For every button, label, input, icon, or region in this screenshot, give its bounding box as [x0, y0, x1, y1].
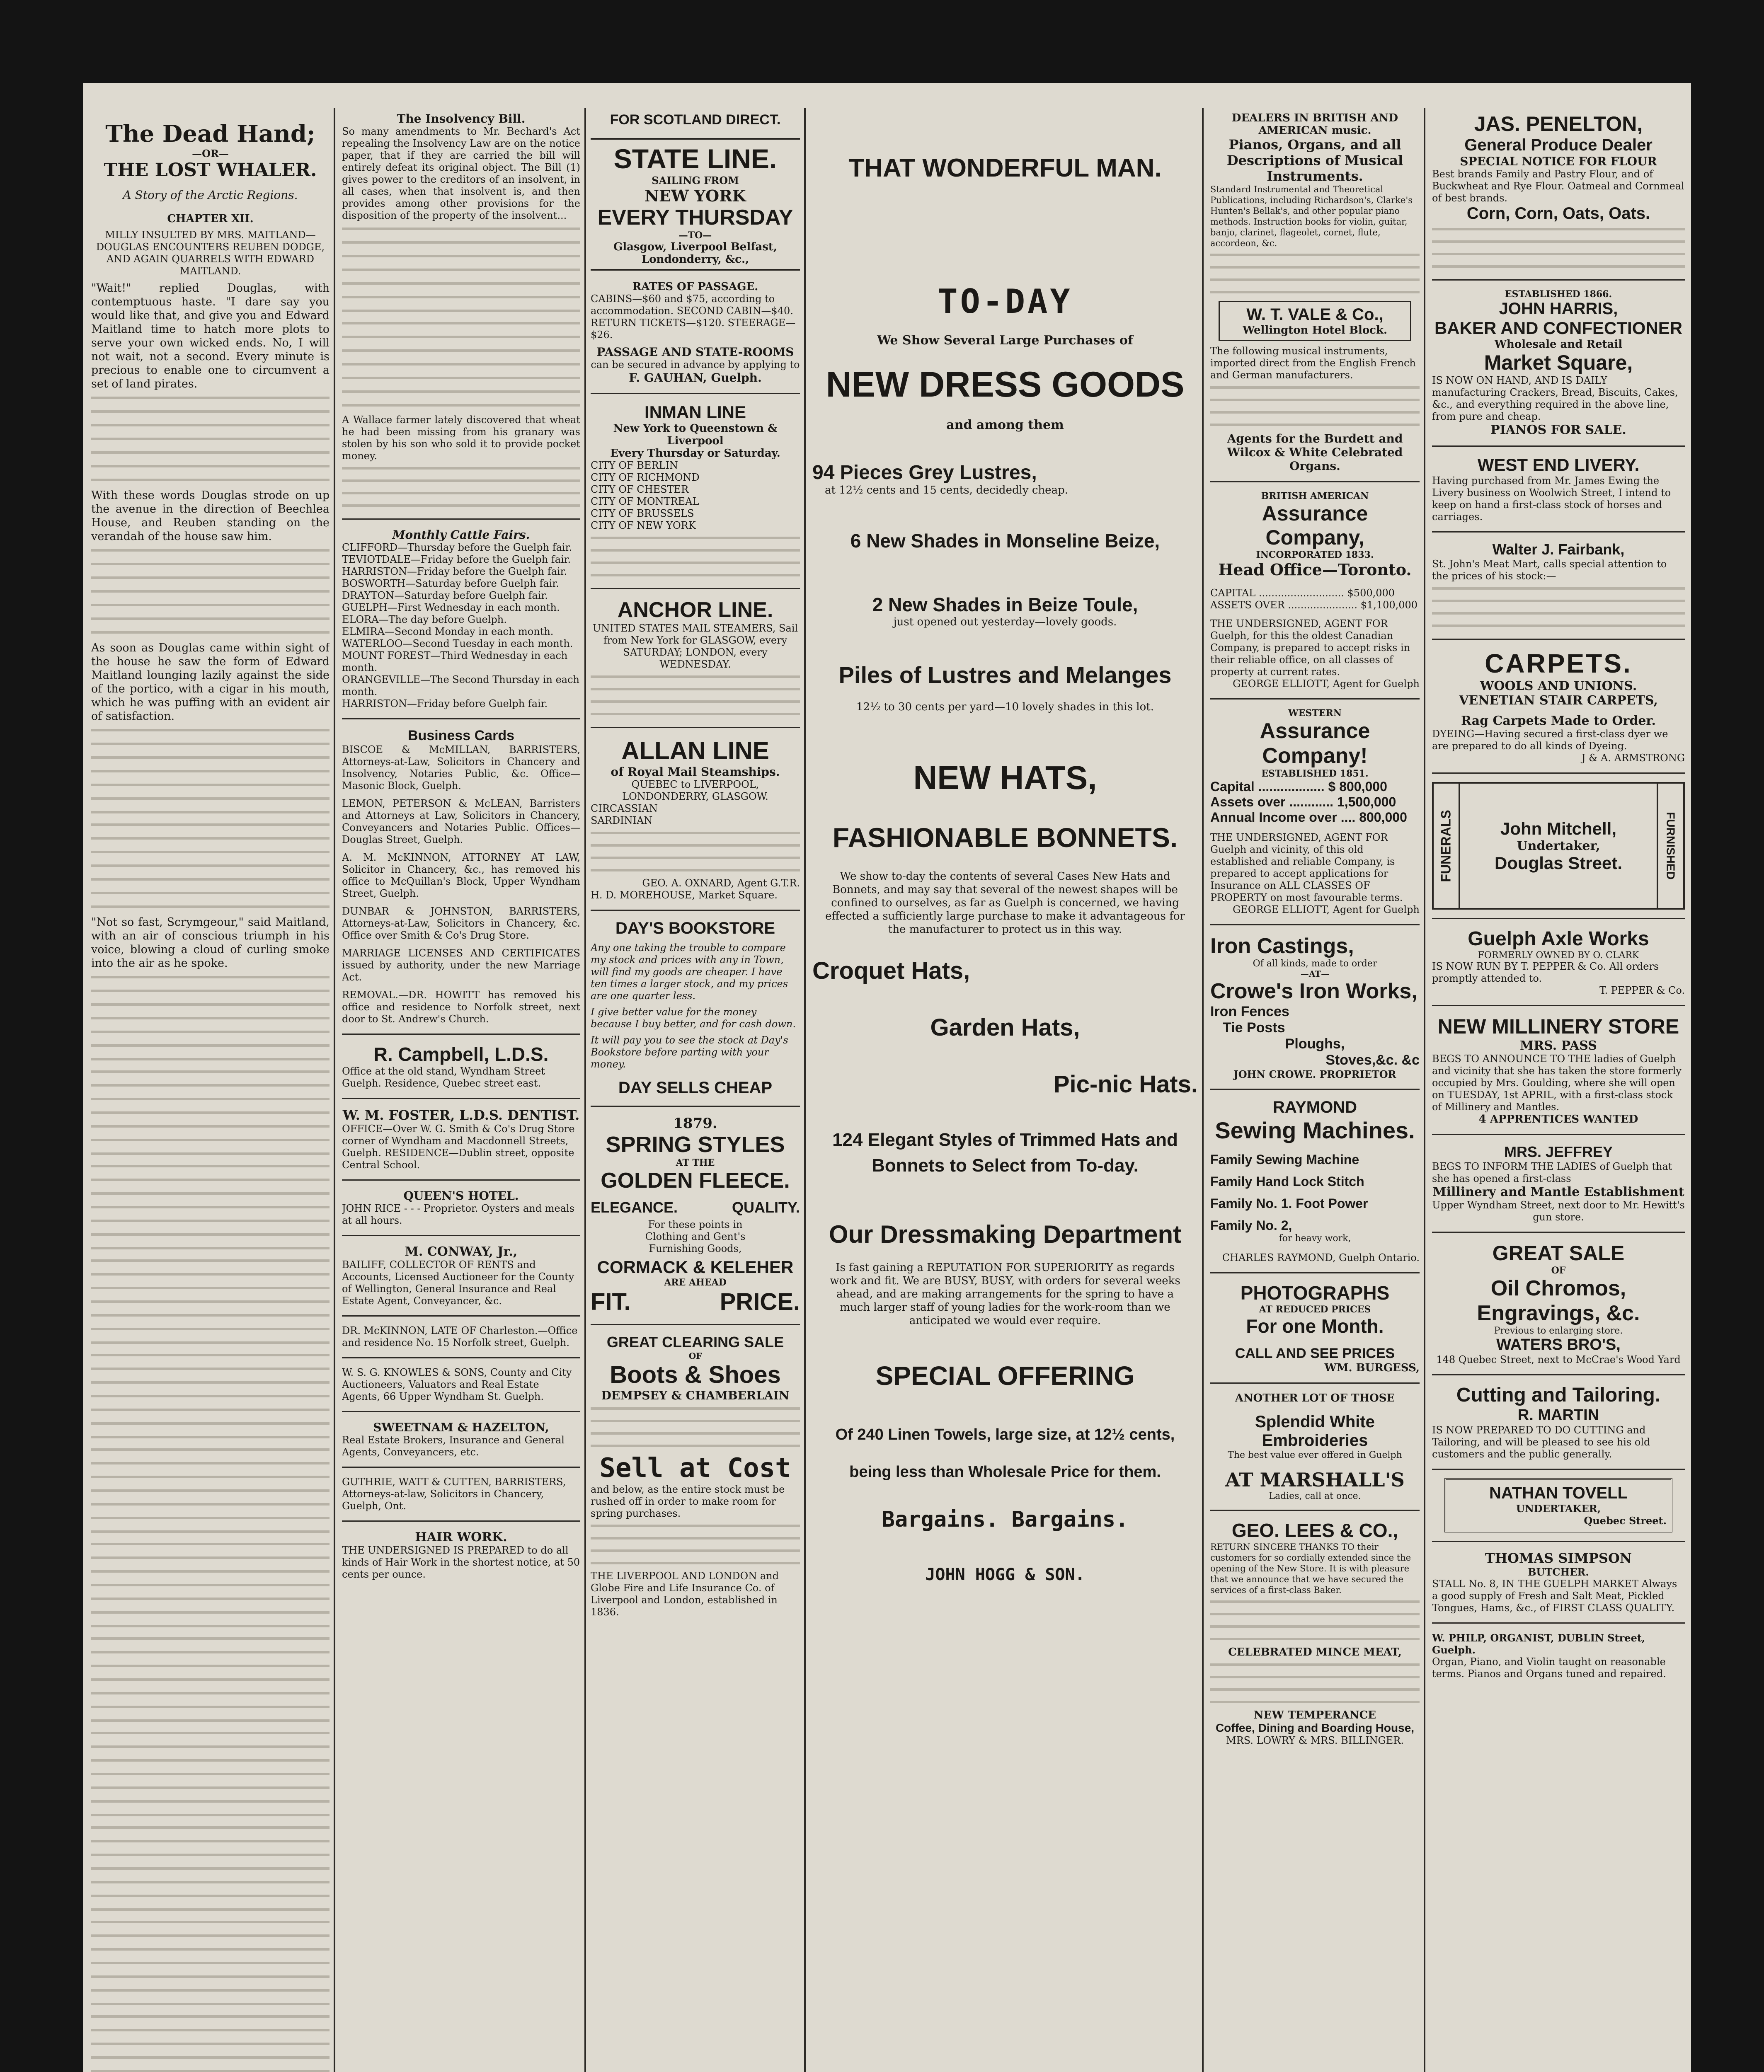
of-label-6: OF: [1551, 1265, 1566, 1276]
hats-text: We show to-day the contents of several Cases New Hats and Bonnets, and may say that several of the newest shapes will be confined to ourselves, as far as Guelph is concerned, we having effected a sufficiently large purchase to make it advantageous for the manufacturer to protect us in this way.: [825, 870, 1185, 936]
bargains-text: Bargains. Bargains.: [882, 1507, 1129, 1532]
lees-heading: GEO. LEES & CO.,: [1231, 1520, 1398, 1541]
text-block: [91, 1162, 330, 1254]
chapter-heading: CHAPTER XII.: [167, 213, 254, 225]
temperance-label: NEW TEMPERANCE: [1253, 1709, 1376, 1721]
quebec-label: Quebec Street.: [1584, 1515, 1667, 1527]
new-hats-heading: NEW HATS,: [913, 759, 1097, 796]
hair-heading: HAIR WORK.: [415, 1530, 507, 1544]
among-text: and among them: [946, 418, 1064, 432]
story-title-2: THE LOST WHALER.: [104, 160, 317, 181]
crowe-heading: Crowe's Iron Works,: [1210, 979, 1418, 1003]
towels-text: Of 240 Linen Towels, large size, at 12½ cents, being less than Wholesale Price for them.: [835, 1426, 1175, 1481]
harris-est: ESTABLISHED 1866.: [1505, 289, 1612, 300]
piles-note: 12½ to 30 cents per yard—10 lovely shades in this lot.: [856, 701, 1154, 713]
story-paragraph: "Not so fast, Scrymgeour," said Maitland, with an air of conscious triumph in his voice, blowing a cloud of curling smoke into the air as he spoke.: [91, 916, 330, 970]
sweetnam-text: Real Estate Brokers, Insurance and General Agents, Conveyancers, etc.: [342, 1434, 565, 1458]
queens-heading: QUEEN'S HOTEL.: [403, 1189, 519, 1203]
elliott-label-2: GEORGE ELLIOTT, Agent for Guelph: [1233, 904, 1420, 915]
anchor-heading: ANCHOR LINE.: [617, 598, 773, 622]
bonnets-heading: FASHIONABLE BONNETS.: [832, 822, 1178, 853]
allan-text: QUEBEC to LIVERPOOL, LONDONDERRY, GLASGOW.: [622, 779, 768, 802]
text-block: [91, 1351, 330, 1443]
column-steamships: [591, 112, 800, 2072]
column-rule: [804, 108, 806, 2072]
wonderful-heading: THAT WONDERFUL MAN.: [848, 154, 1162, 182]
photographs-heading: PHOTOGRAPHS: [1240, 1282, 1390, 1304]
charles-label: CHARLES RAYMOND, Guelph Ontario.: [1222, 1252, 1420, 1264]
column-ads-6: [1432, 112, 1685, 2072]
philp-heading: W. PHILP, ORGANIST, DUBLIN Street, Guelph.: [1432, 1632, 1645, 1656]
clearing-heading: GREAT CLEARING SALE: [606, 1334, 784, 1351]
inman-sub: New York to Queenstown & Liverpool: [613, 422, 778, 447]
beize-note: just opened out yesterday—lovely goods.: [893, 616, 1117, 628]
fair-item: WATERLOO—Second Tuesday in each month.: [342, 638, 573, 649]
foster-text: OFFICE—Over W. G. Smith & Co's Drug Store corner of Wyndham and Macdonnell Streets, Guelph. RESIDENCE—Dublin street, opposite Central School.: [342, 1123, 575, 1171]
spring-styles: SPRING STYLES: [606, 1132, 785, 1157]
text-block: [91, 1729, 330, 1820]
text-block: [591, 1522, 800, 1568]
posts-label: Tie Posts: [1223, 1020, 1285, 1036]
fair-item: GUELPH—First Wednesday in each month.: [342, 602, 560, 613]
assurance-heading: Assurance Company,: [1262, 502, 1368, 549]
business-card: DUNBAR & JOHNSTON, BARRISTERS, Attorneys-at-Law, Solicitors in Chancery, &c. Office over Smith & Co's Drug Store.: [342, 905, 580, 941]
west-text: Having purchased from Mr. James Ewing the Livery business on Woolwich Street, I intend to keep on hand a first-class stock of horses and carriages.: [1432, 475, 1671, 523]
text-block: [91, 726, 330, 818]
ship-item: CITY OF BRUSSELS: [591, 508, 694, 519]
pianos-text: Standard Instrumental and Theoretical Publications, including Richardson's, Clarke's Hunten's Bellak's, and other popular piano methods. Instruction books for violin, guitar, banjo, clarinet, flageolet, cornet, flute, accordeon, &c.: [1210, 184, 1413, 248]
business-card: A. M. McKINNON, ATTORNEY AT LAW, Solicitor in Chancery, &c., has removed his office to McQuillan's Block, Upper Wyndham Street, Guelph.: [342, 852, 580, 899]
vale-sub: Wellington Hotel Block.: [1242, 324, 1388, 336]
one-month: For one Month.: [1246, 1315, 1384, 1337]
text-block: [591, 1405, 800, 1450]
column-rule: [584, 108, 586, 2072]
sweetnam-heading: SWEETNAM & HAZELTON,: [373, 1421, 549, 1434]
waters-loc: 148 Quebec Street, next to McCrae's Wood Yard: [1436, 1354, 1681, 1365]
conway-text: BAILIFF, COLLECTOR OF RENTS and Accounts, Licensed Auctioneer for the County of Wellington, General Insurance and Real Estate Agent, Conveyancer, &c.: [342, 1259, 574, 1307]
fair-item: ELMIRA—Second Monday in each month.: [342, 626, 554, 637]
days-text-3: It will pay you to see the stock at Day's Bookstore before parting with your money.: [591, 1034, 788, 1070]
of-label: OF: [688, 1351, 702, 1361]
column-rule: [1202, 108, 1204, 2072]
armstrong-label: J & A. ARMSTRONG: [1581, 752, 1685, 764]
philp-text: Organ, Piano, and Violin taught on reasonable terms. Pianos and Organs tuned and repaired.: [1432, 1656, 1666, 1680]
splendid-heading: Splendid White Embroideries: [1255, 1413, 1375, 1450]
inman-ships-list: [591, 460, 800, 532]
text-block: [91, 547, 330, 638]
flour-text: Best brands Family and Pastry Flour, and of Buckwheat and Rye Flour. Oatmeal and Cornmeal of best brands.: [1432, 168, 1684, 204]
ports-label: Glasgow, Liverpool Belfast, Londonderry, &c.,: [613, 241, 777, 266]
story-paragraph: With these words Douglas strode on up the avenue in the direction of Beechlea House, and Reuben standing on the verandah of the house saw him.: [91, 489, 330, 543]
fleece-text: For these points in Clothing and Gent's Furnishing Goods,: [645, 1219, 746, 1254]
west-end-heading: WEST END LIVERY.: [1477, 455, 1640, 474]
assurance-heading-2: Assurance Company!: [1260, 719, 1370, 768]
text-block: [342, 320, 580, 411]
dressmaking-heading: Our Dressmaking Department: [829, 1220, 1182, 1248]
baker-heading: BAKER AND CONFECTIONER: [1434, 318, 1683, 338]
vale-heading: W. T. VALE & Co.,: [1246, 305, 1384, 324]
penelton-heading: JAS. PENELTON,: [1474, 112, 1643, 136]
business-card: MARRIAGE LICENSES AND CERTIFICATES issued by authority, under the new Marriage Act.: [342, 947, 580, 983]
sardinian-label: SARDINIAN: [591, 815, 653, 826]
at-the: AT THE: [676, 1157, 715, 1168]
fair-item: ORANGEVILLE—The Second Thursday in each month.: [342, 674, 579, 697]
story-subtitle: A Story of the Arctic Regions.: [123, 188, 298, 202]
to-label: —TO—: [678, 230, 712, 241]
agents-text: Agents for the Burdett and Wilcox & White Celebrated Organs.: [1227, 432, 1403, 473]
call-label: CALL AND SEE PRICES: [1235, 1346, 1395, 1361]
text-block: [91, 394, 330, 485]
fairbank-text: St. John's Meat Mart, calls special attention to the prices of his stock:—: [1432, 558, 1667, 582]
dressmaking-text: Is fast gaining a REPUTATION FOR SUPERIORITY as regards work and fit. We are BUSY, BUSY, with orders for several weeks ahead, and are making arrangements for the spring to have a much larger staff of young ladies for the work-room than we anticipated we would ever require.: [830, 1261, 1180, 1327]
millinery-heading: NEW MILLINERY STORE: [1437, 1015, 1679, 1038]
market-text: IS NOW ON HAND, AND IS DAILY manufacturing Crackers, Bread, Biscuits, Cakes, &c., and everything required in the above line, from pure and cheap.: [1432, 375, 1678, 422]
pianos-heading: Pianos, Organs, and all Descriptions of Musical Instruments.: [1226, 137, 1403, 184]
text-block: [591, 673, 800, 719]
text-block: [91, 1446, 330, 1537]
text-block: [1210, 1598, 1420, 1644]
text-block: [1432, 585, 1685, 630]
text-block: [91, 1635, 330, 1726]
douglas-label: Douglas Street.: [1494, 853, 1623, 873]
fences-label: Iron Fences: [1210, 1004, 1289, 1019]
boots-shoes: Boots & Shoes: [610, 1361, 781, 1388]
best-value: The best value ever offered in Guelph: [1228, 1450, 1402, 1460]
price-label: PRICE.: [720, 1288, 800, 1315]
text-block: [591, 829, 800, 875]
business-cards-heading: Business Cards: [408, 728, 514, 743]
previous-label: Previous to enlarging store.: [1494, 1326, 1623, 1336]
rates-heading: RATES OF PASSAGE.: [632, 281, 758, 293]
harris-heading: JOHN HARRIS,: [1499, 300, 1618, 318]
reduced-label: AT REDUCED PRICES: [1259, 1304, 1371, 1315]
fair-item: HARRISTON—Friday before the Guelph fair.: [342, 566, 567, 577]
axle-text: IS NOW RUN BY T. PEPPER & Co. All orders promptly attended to.: [1432, 961, 1659, 984]
text-block: [1210, 251, 1420, 297]
cormack-label: CORMACK & KELEHER: [597, 1257, 794, 1277]
every-thursday: EVERY THURSDAY: [597, 206, 793, 230]
ship-item: CITY OF CHESTER: [591, 484, 689, 495]
monseline-heading: 6 New Shades in Monseline Beize,: [850, 530, 1160, 552]
axle-sub: FORMERLY OWNED BY O. CLARK: [1478, 950, 1639, 961]
iron-sub: Of all kinds, made to order: [1253, 959, 1377, 969]
allan-sub: of Royal Mail Steamships.: [611, 765, 780, 779]
ladies-label: Ladies, call at once.: [1269, 1491, 1361, 1501]
pass-text: BEGS TO ANNOUNCE TO THE ladies of Guelph and vicinity that she has taken the store formerly occupied by Mrs. Goulding, where she will open on TUESDAY, 1st APRIL, with a first-class stock of Millinery and Mantles.: [1432, 1053, 1682, 1113]
column-hogg-ad: [812, 112, 1198, 2072]
lustres-heading: 94 Pieces Grey Lustres,: [812, 462, 1037, 484]
guthrie-text: GUTHRIE, WATT & CUTTEN, BARRISTERS, Attorneys-at-law, Solicitors in Chancery, Guelph, Ont.: [342, 1476, 566, 1512]
beize-heading: 2 New Shades in Beize Toule,: [872, 594, 1138, 615]
text-block: [342, 465, 580, 510]
fair-item: DRAYTON—Saturday before Guelph fair.: [342, 590, 548, 601]
foster-heading: W. M. FOSTER, L.D.S. DENTIST.: [342, 1107, 580, 1123]
family-hand: Family Hand Lock Stitch: [1210, 1174, 1364, 1189]
days-text: Any one taking the trouble to compare my stock and prices with any in Town, will find my goods are cheaper. I have ten times a larger stock, and my prices are one quarter less.: [591, 942, 788, 1002]
business-card: REMOVAL.—DR. HOWITT has removed his office and residence to Norfolk street, next door to St. Andrew's Church.: [342, 989, 580, 1025]
days-text-2: I give better value for the money because I buy better, and for cash down.: [591, 1006, 796, 1030]
mckinnon-text: DR. McKINNON, LATE OF Charleston.—Office and residence No. 15 Norfolk street, Guelph.: [342, 1325, 578, 1348]
waters-heading: WATERS BRO'S,: [1496, 1336, 1621, 1353]
dempsey-label: DEMPSEY & CHAMBERLAIN: [601, 1389, 790, 1402]
vale-text: The following musical instruments, imported direct from the English French and German manufacturers.: [1210, 345, 1416, 381]
corn-heading: Corn, Corn, Oats, Oats.: [1466, 204, 1650, 223]
tovell-sub: UNDERTAKER,: [1516, 1503, 1601, 1515]
passage-heading: PASSAGE AND STATE-ROOMS: [596, 345, 794, 359]
ship-item: CITY OF BERLIN: [591, 460, 678, 471]
western-label: WESTERN: [1288, 708, 1342, 719]
year-label: 1879.: [673, 1115, 717, 1132]
incorporated-label: INCORPORATED 1833.: [1256, 549, 1374, 560]
apprentices-label: 4 APPRENTICES WANTED: [1478, 1113, 1638, 1126]
at-label: —AT—: [1300, 969, 1330, 979]
anchor-text: UNITED STATES MAIL STEAMERS, Sail from New York for GLASGOW, every SATURDAY; LONDON, every WEDNESDAY.: [592, 622, 798, 670]
wholesale-label: Wholesale and Retail: [1494, 338, 1623, 351]
pepper-label: T. PEPPER & Co.: [1599, 985, 1685, 996]
passage-text: can be secured in advance by applying to: [591, 359, 800, 370]
martin-heading: R. MARTIN: [1517, 1406, 1599, 1424]
butcher-label: BUTCHER.: [1528, 1566, 1589, 1578]
fair-item: HARRISTON—Friday before Guelph fair.: [342, 698, 548, 709]
capital-line: CAPITAL ........................... $500,000: [1210, 587, 1395, 599]
text-block: [91, 973, 330, 1065]
axle-heading: Guelph Axle Works: [1468, 928, 1649, 950]
fair-item: BOSWORTH—Saturday before Guelph fair.: [342, 578, 559, 589]
column-rule: [1424, 108, 1425, 2072]
clearing-text: and below, as the entire stock must be rushed off in order to make room for spring purchases.: [591, 1484, 785, 1519]
dress-goods-heading: NEW DRESS GOODS: [826, 365, 1185, 404]
queens-text: JOHN RICE - - - Proprietor. Oysters and meals at all hours.: [342, 1203, 574, 1226]
pianos-sale: PIANOS FOR SALE.: [1490, 423, 1626, 437]
fairs-list: [342, 542, 580, 710]
coffee-label: Coffee, Dining and Boarding House,: [1215, 1721, 1415, 1734]
special-heading: SPECIAL OFFERING: [875, 1361, 1135, 1391]
campbell-text: Office at the old stand, Wyndham Street Guelph. Residence, Quebec street east.: [342, 1065, 545, 1089]
story-title: The Dead Hand;: [105, 120, 315, 148]
ship-item: CITY OF NEW YORK: [591, 520, 696, 531]
rag-label: Rag Carpets Made to Order.: [1461, 714, 1656, 728]
great-sale-heading: GREAT SALE: [1492, 1242, 1625, 1265]
insolvency-text: So many amendments to Mr. Bechard's Act repealing the Insolvency Law are on the notice paper, that if they are carried the bill will entirely defeat its original object. The Bill (1) gives power to the creditors of an insolvent, in all cases, when that insolvent is, and then provides among other provisions for the disposition of the property of the insolvent...: [342, 126, 580, 221]
simpson-heading: THOMAS SIMPSON: [1485, 1550, 1632, 1566]
text-block: [91, 2013, 330, 2072]
chapter-synopsis: MILLY INSULTED BY MRS. MAITLAND—DOUGLAS ENCOUNTERS REUBEN DODGE, AND AGAIN QUARRELS WITH EDWARD MAITLAND.: [96, 229, 325, 277]
flour-heading: SPECIAL NOTICE FOR FLOUR: [1460, 155, 1657, 168]
jeffrey-est: Millinery and Mantle Establishment: [1432, 1185, 1684, 1199]
text-block: [91, 1824, 330, 1915]
mitchell-name: John Mitchell,: [1500, 818, 1616, 838]
iron-heading: Iron Castings,: [1210, 934, 1354, 958]
head-office: Head Office—Toronto.: [1218, 560, 1412, 579]
undersigned-text: THE UNDERSIGNED, AGENT FOR Guelph, for this the oldest Canadian Company, is prepared to accept risks in their reliable office, on all classes of property at current rates.: [1210, 618, 1410, 678]
newspaper-page: [83, 83, 1691, 2072]
market-heading: Market Square,: [1484, 351, 1633, 374]
capital-line-2: Capital .................. $ 800,000: [1210, 779, 1387, 794]
carpets-heading: CARPETS.: [1485, 649, 1632, 678]
family-machine: Family Sewing Machine: [1210, 1152, 1359, 1167]
business-card: LEMON, PETERSON & McLEAN, Barristers and Attorneys at Law, Solicitors in Chancery, Conveyancers and Notaries Public. Offices—Douglas Street, Guelph.: [342, 798, 580, 845]
raymond-label: RAYMOND: [1273, 1098, 1357, 1116]
text-block: [91, 1257, 330, 1348]
funerals-label: FUNERALS: [1438, 809, 1454, 882]
show-text: We Show Several Large Purchases of: [877, 333, 1133, 348]
hogg-signature: JOHN HOGG & SON.: [925, 1565, 1085, 1584]
text-block: [342, 225, 580, 316]
fairbank-heading: Walter J. Fairbank,: [1492, 541, 1625, 558]
dyeing-text: DYEING—Having secured a first-class dyer we are prepared to do all kinds of Dyeing.: [1432, 728, 1668, 752]
jeffrey-loc: Upper Wyndham Street, next door to Mr. Hewitt's gun store.: [1432, 1199, 1685, 1223]
wools-label: WOOLS AND UNIONS.: [1480, 679, 1637, 693]
fair-item: ELORA—The day before Guelph.: [342, 614, 507, 625]
jeffrey-heading: MRS. JEFFREY: [1504, 1143, 1613, 1160]
chromos-heading: Oil Chromos,: [1490, 1276, 1626, 1300]
croquet-heading: Croquet Hats,: [812, 957, 970, 984]
martin-text: IS NOW PREPARED TO DO CUTTING and Tailoring, and will be pleased to see his old customers and the public generally.: [1432, 1424, 1650, 1460]
circassian-label: CIRCASSIAN: [591, 803, 658, 814]
established-label: ESTABLISHED 1851.: [1261, 768, 1369, 779]
business-cards-list: [342, 744, 580, 1025]
british-label: BRITISH AMERICAN: [1261, 491, 1369, 501]
venetian-label: VENETIAN STAIR CARPETS,: [1459, 693, 1658, 708]
sell-at-cost: Sell at Cost: [599, 1453, 791, 1484]
lustres-price: at 12½ cents and 15 cents, decidedly cheap.: [825, 484, 1068, 496]
garden-heading: Garden Hats,: [930, 1014, 1080, 1041]
text-block: [1210, 1661, 1420, 1706]
column-rule: [334, 108, 335, 2072]
lees-text: RETURN SINCERE THANKS TO their customers for so cordially extended since the opening of the New Store. It is with pleasure that we announce that we have secured the services of a first-class Baker.: [1210, 1542, 1411, 1595]
picnic-heading: Pic-nic Hats.: [1053, 1071, 1198, 1098]
elegance-label: ELEGANCE.: [591, 1199, 678, 1216]
text-block: [91, 821, 330, 912]
family-no2: Family No. 2,: [1210, 1218, 1292, 1233]
insolvency-heading: The Insolvency Bill.: [397, 112, 526, 126]
elliott-label: GEORGE ELLIOTT, Agent for Guelph: [1233, 678, 1420, 690]
golden-fleece: GOLDEN FLEECE.: [601, 1169, 790, 1193]
quality-label: QUALITY.: [732, 1199, 800, 1216]
fair-item: MOUNT FOREST—Third Wednesday in each month.: [342, 650, 568, 673]
oxnard-label: GEO. A. OXNARD, Agent G.T.R.: [642, 877, 800, 889]
marshall-heading: AT MARSHALL'S: [1225, 1469, 1405, 1491]
story-paragraph: As soon as Douglas came within sight of the house he saw the form of Edward Maitland lounging lazily against the side of the portico, with a cigar in his mouth, which he was puffing with an evident air of satisfaction.: [91, 641, 330, 723]
hair-text: THE UNDERSIGNED IS PREPARED to do all kinds of Hair Work in the shortest notice, at 50 cents per ounce.: [342, 1544, 580, 1580]
morehouse-label: H. D. MOREHOUSE, Market Square.: [591, 889, 778, 901]
column-ads-5: [1210, 112, 1420, 2072]
family-foot: Family No. 1. Foot Power: [1210, 1196, 1368, 1211]
lowry-label: MRS. LOWRY & MRS. BILLINGER.: [1226, 1735, 1404, 1746]
new-york-label: NEW YORK: [645, 186, 746, 205]
another-label: ANOTHER LOT OF THOSE: [1235, 1392, 1395, 1404]
text-block: [1432, 225, 1685, 271]
assets-line: ASSETS OVER ...................... $1,100,000: [1210, 599, 1418, 611]
are-ahead: ARE AHEAD: [664, 1277, 727, 1288]
cutting-heading: Cutting and Tailoring.: [1456, 1384, 1661, 1406]
gauhan-label: F. GAUHAN, Guelph.: [629, 371, 762, 385]
text-block: [591, 534, 800, 580]
column-news: [342, 112, 580, 2072]
story-paragraph: "Wait!" replied Douglas, with contemptuous haste. "I dare say you would like that, and give you and Edward Maitland time to hatch more plots to serve your own wicked ends. No, I will not wait, not a second. Every minute is precious to enable one to circumvent a set of land pirates.: [91, 282, 330, 390]
fit-label: FIT.: [591, 1288, 631, 1315]
text-block: [1210, 384, 1420, 429]
mitchell-ad: [1432, 782, 1685, 910]
today-heading: TO-DAY: [938, 282, 1073, 321]
produce-heading: General Produce Dealer: [1464, 136, 1653, 154]
fair-item: TEVIOTDALE—Friday before the Guelph fair.: [342, 554, 571, 565]
dealers-heading: DEALERS IN BRITISH AND AMERICAN music.: [1231, 112, 1398, 137]
business-card: BISCOE & McMILLAN, BARRISTERS, Attorneys-at-Law, Solicitors in Chancery and Insolvency, Notaries Public, &c. Office—Masonic Block, Guelph.: [342, 744, 580, 792]
days-heading: DAY'S BOOKSTORE: [615, 919, 775, 937]
liverpool-text: THE LIVERPOOL AND LONDON and Globe Fire and Life Insurance Co. of Liverpool and London, established in 1836.: [591, 1570, 779, 1618]
annual-line: Annual Income over .... 800,000: [1210, 810, 1407, 825]
tovell-heading: NATHAN TOVELL: [1489, 1484, 1628, 1502]
family-no2-sub: for heavy work,: [1279, 1233, 1351, 1244]
knowles-text: W. S. G. KNOWLES & SONS, County and City Auctioneers, Valuators and Real Estate Agents, 66 Upper Wyndham St. Guelph.: [342, 1367, 572, 1402]
farmer-text: A Wallace farmer lately discovered that wheat he had been missing from his granary was stolen by his son who sold it to provide pocket money.: [342, 414, 580, 462]
burgess-label: WM. BURGESS,: [1324, 1362, 1420, 1374]
pass-label: MRS. PASS: [1520, 1038, 1597, 1053]
sailing-label: SAILING FROM: [652, 174, 739, 186]
ship-item: CITY OF RICHMOND: [591, 472, 700, 483]
undersigned-text-2: THE UNDERSIGNED, AGENT FOR Guelph and vicinity, of this old established and reliable Company, is prepared to accept applications for Insurance on ALL CLASSES OF PROPERTY on most favourable terms.: [1210, 832, 1403, 903]
ship-item: CITY OF MONTREAL: [591, 496, 699, 507]
sells-cheap: DAY SELLS CHEAP: [618, 1079, 773, 1097]
campbell-heading: R. Campbell, L.D.S.: [373, 1043, 549, 1065]
fair-item: CLIFFORD—Thursday before the Guelph fair.: [342, 542, 572, 553]
column-story: [91, 112, 330, 2072]
story-or: —OR—: [192, 148, 229, 160]
ploughs-label: Ploughs,: [1285, 1036, 1345, 1052]
simpson-text: STALL No. 8, IN THE GUELPH MARKET Always a good supply of Fresh and Salt Meat, Pickled Tongues, Hams, &c., of FIRST CLASS QUALITY.: [1432, 1578, 1677, 1614]
allan-heading: ALLAN LINE: [621, 737, 769, 765]
engravings-heading: Engravings, &c.: [1477, 1301, 1640, 1325]
piles-heading: Piles of Lustres and Melanges: [838, 662, 1172, 688]
inman-every: Every Thursday or Saturday.: [610, 447, 780, 460]
assets-line-2: Assets over ............ 1,500,000: [1210, 794, 1396, 809]
conway-heading: M. CONWAY, Jr.,: [405, 1244, 518, 1259]
john-crowe-label: JOHN CROWE. PROPRIETOR: [1233, 1068, 1396, 1080]
stoves-label: Stoves,&c. &c: [1325, 1052, 1420, 1068]
inman-heading: INMAN LINE: [645, 402, 746, 422]
scotland-heading: FOR SCOTLAND DIRECT.: [610, 112, 781, 128]
rates-text: CABINS—$60 and $75, according to accommodation. SECOND CABIN—$40. RETURN TICKETS—$120. STEERAGE—$26.: [591, 293, 796, 341]
text-block: [91, 1540, 330, 1631]
undertaker-label: Undertaker,: [1517, 838, 1600, 853]
sewing-heading: Sewing Machines.: [1215, 1117, 1415, 1143]
text-block: [91, 1068, 330, 1159]
fairs-heading: Monthly Cattle Fairs.: [392, 528, 530, 542]
text-block: [91, 1918, 330, 2009]
jeffrey-text: BEGS TO INFORM THE LADIES of Guelph that she has opened a first-class: [1432, 1161, 1672, 1184]
elegant-heading: 124 Elegant Styles of Trimmed Hats and Bonnets to Select from To-day.: [832, 1130, 1178, 1176]
furnished-label: FURNISHED: [1665, 812, 1677, 880]
mince-label: CELEBRATED MINCE MEAT,: [1228, 1646, 1402, 1658]
state-line-heading: STATE LINE.: [613, 143, 777, 174]
